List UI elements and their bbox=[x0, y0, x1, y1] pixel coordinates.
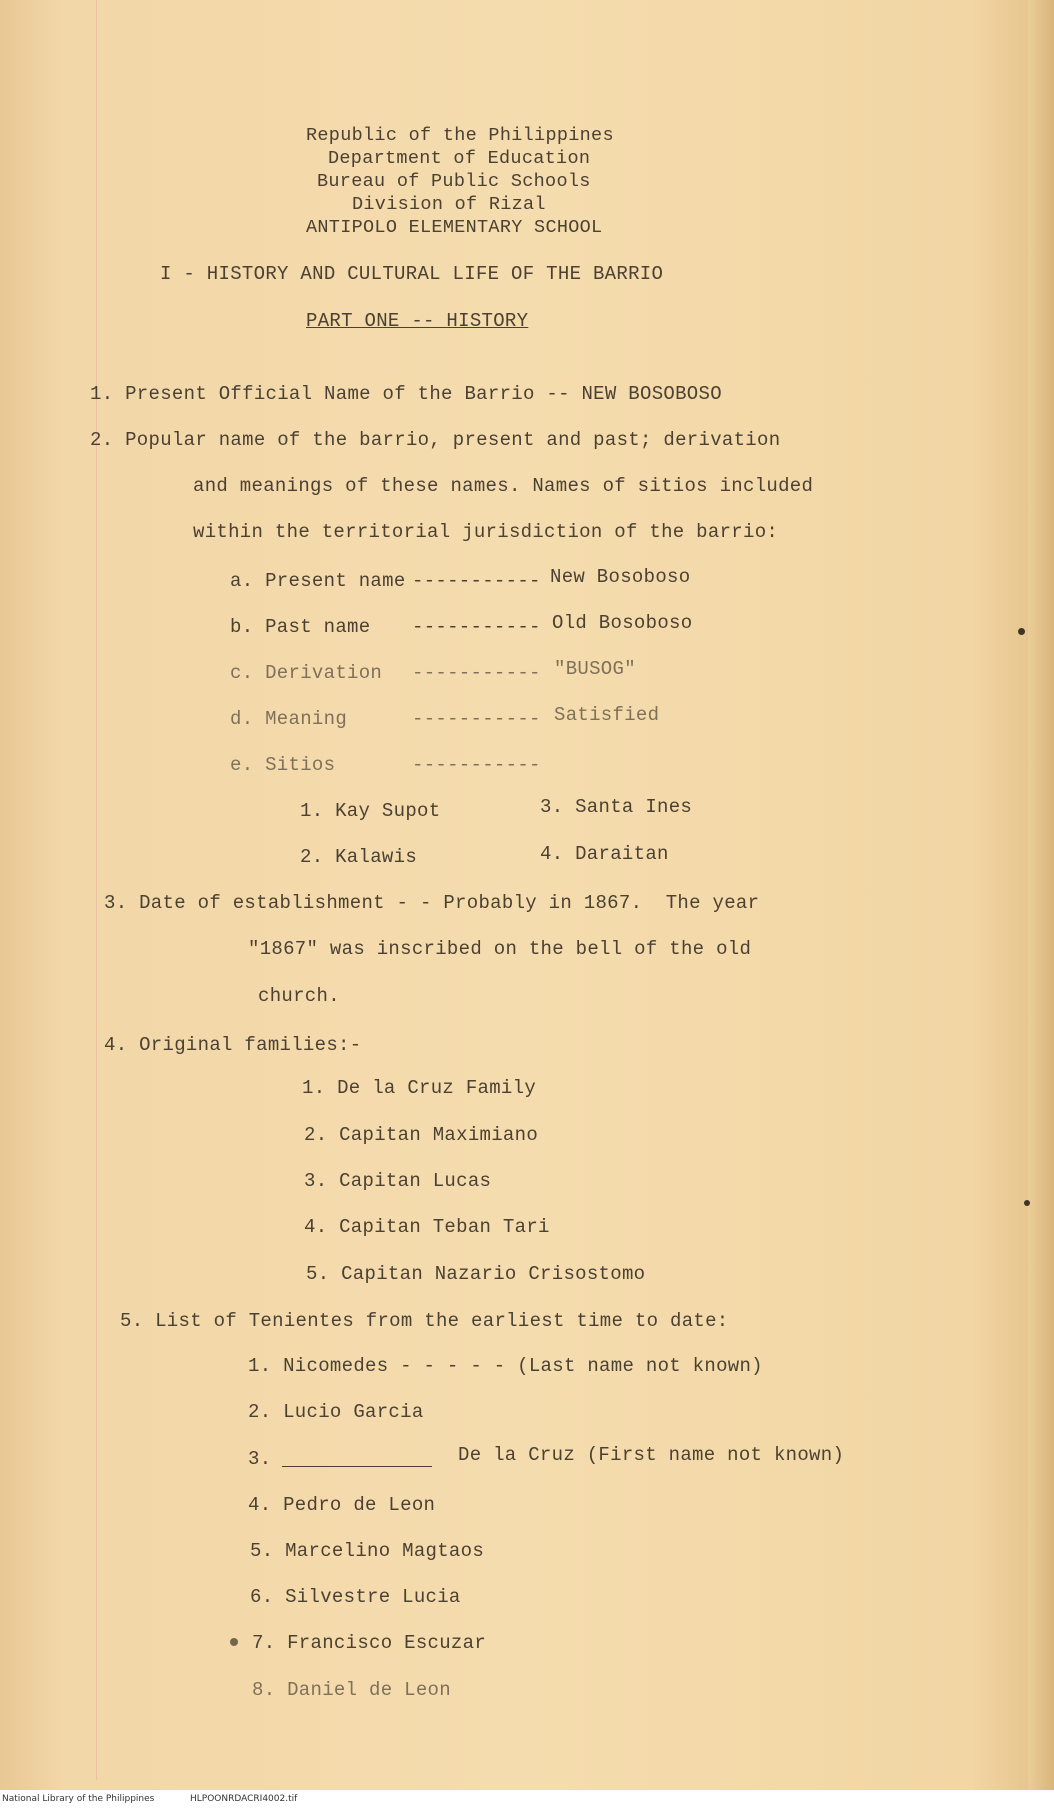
family-4: 4. Capitan Teban Tari bbox=[304, 1216, 550, 1238]
sitio-1: 1. Kay Supot bbox=[300, 800, 441, 822]
sitios-dash: ----------- bbox=[412, 754, 541, 776]
teniente-3-number: 3. bbox=[248, 1448, 272, 1470]
sitio-2: 2. Kalawis bbox=[300, 846, 418, 868]
paper-speck bbox=[230, 1638, 238, 1646]
past-name-label: b. Past name bbox=[230, 616, 371, 638]
teniente-3-name: De la Cruz (First name not known) bbox=[458, 1444, 845, 1466]
item-5-heading: 5. List of Tenientes from the earliest time to date: bbox=[120, 1310, 729, 1332]
item-2-line-2: and meanings of these names. Names of sitios included bbox=[193, 475, 814, 497]
footer-filename: HLPOONRDACRI4002.tif bbox=[190, 1794, 298, 1804]
blank-first-name-line bbox=[282, 1466, 432, 1467]
sitio-4: 4. Daraitan bbox=[540, 843, 669, 865]
family-3: 3. Capitan Lucas bbox=[304, 1170, 492, 1192]
item-3-line-2: "1867" was inscribed on the bell of the old bbox=[248, 938, 752, 960]
teniente-2: 2. Lucio Garcia bbox=[248, 1401, 424, 1423]
family-5: 5. Capitan Nazario Crisostomo bbox=[306, 1263, 646, 1285]
item-4-heading: 4. Original families:- bbox=[104, 1034, 362, 1056]
teniente-1: 1. Nicomedes - - - - - (Last name not known) bbox=[248, 1355, 763, 1377]
teniente-5: 5. Marcelino Magtaos bbox=[250, 1540, 485, 1562]
present-name-value: New Bosoboso bbox=[550, 566, 691, 588]
header-line-3: Bureau of Public Schools bbox=[317, 171, 591, 192]
header-line-5: ANTIPOLO ELEMENTARY SCHOOL bbox=[306, 217, 603, 238]
item-3-line-3: church. bbox=[258, 985, 340, 1007]
family-1: 1. De la Cruz Family bbox=[302, 1077, 537, 1099]
teniente-6: 6. Silvestre Lucia bbox=[250, 1586, 461, 1608]
past-name-value: Old Bosoboso bbox=[552, 612, 693, 634]
header-line-4: Division of Rizal bbox=[352, 194, 546, 215]
part-title: PART ONE -- HISTORY bbox=[306, 310, 529, 332]
teniente-7: 7. Francisco Escuzar bbox=[252, 1632, 487, 1654]
section-title: I - HISTORY AND CULTURAL LIFE OF THE BARRIO bbox=[160, 263, 664, 285]
sitios-label: e. Sitios bbox=[230, 754, 336, 776]
header-line-2: Department of Education bbox=[328, 148, 591, 169]
sitio-3: 3. Santa Ines bbox=[540, 796, 693, 818]
item-1-official-name: 1. Present Official Name of the Barrio -- NEW BOSOBOSO bbox=[90, 383, 722, 405]
derivation-value: "BUSOG" bbox=[554, 658, 636, 680]
teniente-4: 4. Pedro de Leon bbox=[248, 1494, 436, 1516]
item-2-line-3: within the territorial jurisdiction of the barrio: bbox=[193, 521, 779, 543]
present-name-label: a. Present name bbox=[230, 570, 406, 592]
footer-source: National Library of the Philippines bbox=[2, 1794, 155, 1804]
teniente-8: 8. Daniel de Leon bbox=[252, 1679, 451, 1701]
derivation-dash: ----------- bbox=[412, 662, 541, 684]
item-3-line-1: 3. Date of establishment - - Probably in 1867. The year bbox=[104, 892, 760, 914]
family-2: 2. Capitan Maximiano bbox=[304, 1124, 539, 1146]
paper-speck bbox=[1018, 628, 1025, 635]
present-name-dash: ----------- bbox=[412, 570, 541, 592]
header-line-1: Republic of the Philippines bbox=[306, 125, 614, 146]
page-edge bbox=[1028, 0, 1054, 1790]
derivation-label: c. Derivation bbox=[230, 662, 383, 684]
meaning-dash: ----------- bbox=[412, 708, 541, 730]
past-name-dash: ----------- bbox=[412, 616, 541, 638]
item-2-line-1: 2. Popular name of the barrio, present and past; derivation bbox=[90, 429, 781, 451]
paper-speck bbox=[1024, 1200, 1030, 1206]
meaning-value: Satisfied bbox=[554, 704, 660, 726]
scan-footer bbox=[0, 1790, 1054, 1808]
margin-line bbox=[96, 0, 97, 1780]
meaning-label: d. Meaning bbox=[230, 708, 348, 730]
